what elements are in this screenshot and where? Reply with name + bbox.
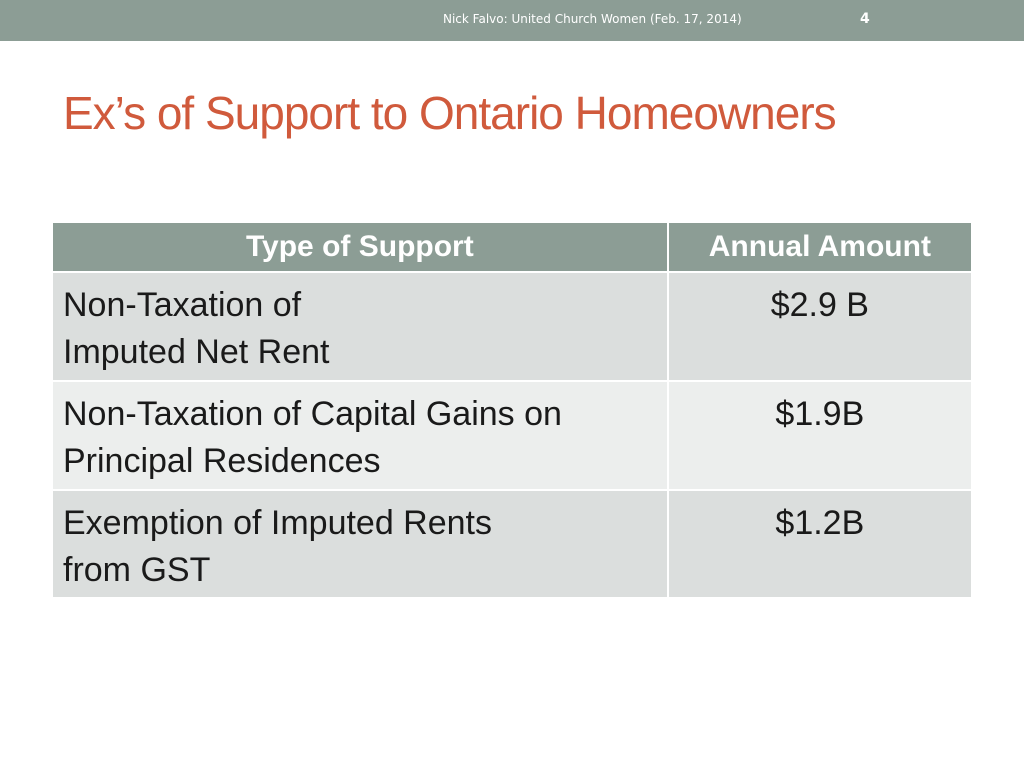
support-type-line: Non-Taxation of Capital Gains on [63, 394, 562, 433]
support-type-line: from GST [63, 550, 211, 589]
table-row [52, 272, 972, 381]
support-type-cell [52, 272, 668, 381]
table-row [52, 381, 972, 490]
support-type-line: Exemption of Imputed Rents [63, 503, 493, 542]
support-type-line: Principal Residences [63, 441, 381, 480]
support-type-line: Imputed Net Rent [63, 332, 330, 371]
table-row [52, 490, 972, 599]
slide-title: Ex’s of Support to Ontario Homeowners [63, 87, 836, 139]
support-type-cell [52, 381, 668, 490]
column-header-amount: Annual Amount [668, 222, 972, 272]
footer-text: Nick Falvo: United Church Women (Feb. 17, 2014) [443, 12, 742, 26]
support-type-line: Non-Taxation of [63, 286, 302, 324]
support-type-cell [52, 490, 668, 599]
support-table [51, 221, 973, 599]
amount-cell: $2.9 B [668, 272, 972, 381]
slide-number: 4 [860, 11, 870, 27]
table-header-row [52, 222, 972, 272]
amount-cell: $1.2B [668, 490, 972, 599]
amount-cell: $1.9B [668, 381, 972, 490]
header-bar [0, 0, 1024, 41]
column-header-type: Type of Support [52, 222, 668, 272]
